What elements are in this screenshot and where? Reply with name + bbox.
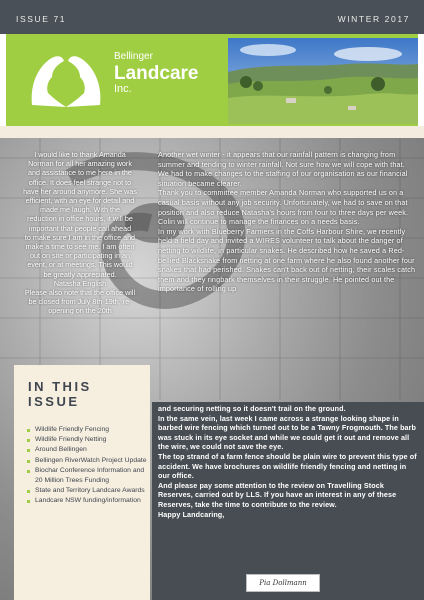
lower-article [158, 404, 420, 519]
intro-line: made me laugh. With the [40, 205, 120, 215]
intro-line: event, or at meetings. This would [27, 260, 133, 270]
issue-list-item: Wildlife Friendly Fencing [26, 425, 148, 435]
brand-location: Bellinger [114, 51, 153, 62]
brand-text [114, 52, 198, 95]
issue-list [26, 425, 148, 507]
issue-number: ISSUE 71 [16, 14, 67, 24]
landscape-photo [228, 38, 418, 124]
masthead [6, 34, 418, 126]
article-paragraph: Another wet winter - it appears that our rainfall pattern is changing from summer and tending to winter rainfall. Not sure how we will cope with that. [158, 150, 405, 169]
intro-line: make a time to see me. I am often [25, 242, 135, 252]
issue-list-item: Wildlife Friendly Netting [26, 435, 148, 445]
article-paragraph: In the same vein, last week I came across a strange looking shape in barbed wire fencing which turned out to be a Tawny Frogmouth. The barb was stuck in its eye socket and while we could get it out and remove all the wire, we could not save the eye. [158, 413, 417, 452]
intro-line: opening on the 20th [48, 306, 112, 316]
brand-suffix: Inc. [114, 83, 132, 95]
intro-line: efficient, with an eye for detail and [25, 196, 135, 206]
issue-list-item: State and Territory Landcare Awards [26, 486, 148, 496]
landcare-hands-logo-icon [26, 47, 106, 113]
brand-name: Landcare [114, 63, 199, 84]
article-paragraph: In my work with Blueberry Farmers in the Coffs Harbour Shire, we recently held a field day and invited a WIRES volunteer to talk about the danger of netting to wildlife, in particular snakes. He described how he saved a Red-bellied Blacksnake from netting at one farm where he also found another four snakes that had perished. Snakes can't back out of netting, their scales catch them and they ringbark themselves in their struggle. He pointed out the importance of rolling up [158, 226, 416, 294]
intro-line: out on site or participating in an [30, 251, 130, 261]
signature: Pia Dollmann [246, 574, 320, 592]
issue-list-item: Landcare NSW funding/information [26, 496, 148, 506]
in-this-issue-title: IN THIS ISSUE [28, 379, 92, 409]
top-bar [0, 0, 424, 34]
intro-column [16, 150, 144, 316]
intro-line: Norman for all her amazing work [28, 159, 132, 169]
intro-line: office. It does feel strange not to [28, 177, 132, 187]
article-paragraph: The top strand of a farm fence should be plain wire to prevent this type of accident. We have brochures on wildlife friendly fencing and netting in our office. [158, 451, 417, 481]
intro-line: reduction in office hours, it will be [27, 214, 133, 224]
intro-author: Natasha English [53, 278, 107, 288]
in-this-issue-box [14, 365, 150, 600]
intro-line: have her around anymore. She was [23, 186, 137, 196]
intro-line: I would like to thank Amanda [34, 150, 126, 159]
issue-list-item: Biochar Conference Information and 20 Million Trees Funding [26, 466, 148, 486]
header-divider [0, 126, 424, 138]
intro-line: Please also note that the office will [24, 288, 136, 298]
issue-list-item: Bellingen RiverWatch Project Update [26, 456, 148, 466]
edition-label: WINTER 2017 [337, 14, 410, 24]
issue-list-item: Around Bellingen [26, 445, 148, 455]
intro-line: be greatly appreciated. [43, 269, 117, 279]
intro-line: and assistance to me here in the [28, 168, 132, 178]
main-article [158, 150, 420, 294]
article-paragraph: We had to make changes to the staffing of our organisation as our financial situation became clearer. [158, 169, 408, 188]
intro-line: to make sure I am in the office and [24, 232, 136, 242]
article-paragraph: Thank you to committee member Amanda Norman who supported us on a casual basis without any job security. Unfortunately, we had to save on that position and also reduce Natasha's hours from four to three days per week. Colin will continue to manage the finances on a needs basis. [158, 188, 409, 227]
intro-line: important that people call ahead [28, 223, 132, 233]
article-paragraph: and securing netting so it doesn't trail on the ground. [158, 404, 346, 413]
intro-line: be closed from July 8th-19th, re- [28, 297, 132, 307]
sign-off: Happy Landcaring, [158, 509, 225, 519]
article-paragraph: And please pay some attention to the review on Travelling Stock Reserves, carried out by LLS. If you have an interest in any of these Reserves, take the time to contribute to the review. [158, 480, 397, 509]
